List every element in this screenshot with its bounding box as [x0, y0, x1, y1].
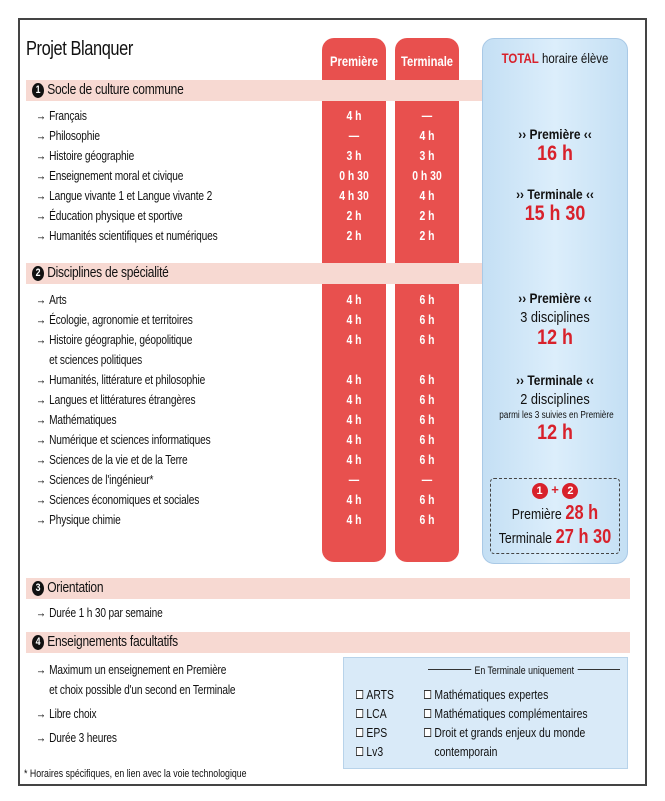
s2-premiere-hours: 12 h [537, 326, 573, 349]
value-cell: 6 h [419, 492, 435, 507]
value-cell: 4 h [346, 412, 362, 427]
value-cell: 4 h [346, 312, 362, 327]
table-row: → Sciences économiques et sociales [36, 492, 200, 507]
total-label-red: TOTAL [501, 50, 539, 66]
section3-band [26, 578, 630, 599]
value-cell: 3 h [346, 148, 362, 163]
value-cell: 0 h 30 [339, 168, 369, 183]
value-cell: 4 h [346, 292, 362, 307]
section3-title: Orientation [47, 579, 104, 596]
options-right [424, 685, 628, 761]
page-title: Projet Blanquer [26, 38, 133, 60]
value-cell: 4 h [346, 332, 362, 347]
table-row: → Éducation physique et sportive [36, 208, 183, 223]
value-cell: — [348, 128, 360, 143]
value-cell: 2 h [419, 228, 435, 243]
section1-title: Socle de culture commune [47, 81, 184, 98]
value-cell: 4 h [346, 108, 362, 123]
premiere-header: Première [330, 53, 378, 69]
option-item: Lv3 [356, 742, 394, 761]
section1-total-terminale: ›› Terminale ‹‹ 15 h 30 [487, 186, 623, 226]
table-row: → Physique chimie [36, 512, 121, 527]
section2-premiere-summary: ›› Première ‹‹ 3 disciplines 12 h [487, 290, 623, 350]
table-row: → Histoire géographie [36, 148, 135, 163]
table-row: → Français [36, 108, 87, 123]
value-cell: 4 h [346, 432, 362, 447]
value-cell: 0 h 30 [412, 168, 442, 183]
table-row: et sciences politiques [49, 352, 143, 367]
table-row: → Sciences de l'ingénieur* [36, 472, 154, 487]
section1-terminale-values [392, 106, 462, 246]
s2-terminale-hours: 12 h [537, 421, 573, 444]
s1-terminale-value: 15 h 30 [524, 202, 586, 225]
checkbox[interactable] [356, 709, 363, 718]
table-row: → Mathématiques [36, 412, 117, 427]
s2-terminale-label: Terminale [527, 372, 583, 388]
table-row: → Philosophie [36, 128, 100, 143]
option-item: EPS [356, 723, 394, 742]
value-cell: 4 h [346, 372, 362, 387]
value-cell: 4 h 30 [339, 188, 369, 203]
checkbox[interactable] [424, 728, 431, 737]
checkbox[interactable] [356, 747, 363, 756]
value-cell: 6 h [419, 372, 435, 387]
combined-premiere-value: 28 h [565, 502, 599, 524]
s1-premiere-value: 16 h [537, 142, 573, 165]
combined-n1: 1 [532, 483, 548, 499]
combined-terminale [497, 526, 613, 549]
terminale-header: Terminale [400, 53, 454, 69]
table-row: → Sciences de la vie et de la Terre [36, 452, 188, 467]
total-label: horaire élève [542, 50, 609, 66]
s2-terminale-note: parmi les 3 suivies en Première [499, 410, 614, 421]
combined-premiere [502, 502, 609, 525]
option-item: Droit et grands enjeux du monde [424, 723, 588, 742]
table-row: → Enseignement moral et civique [36, 168, 184, 183]
option-item: contemporain [434, 744, 498, 759]
value-cell: — [348, 472, 360, 487]
section2-premiere-values [319, 290, 389, 530]
section2-rows [36, 290, 316, 530]
section3-number: 3 [32, 581, 44, 596]
value-cell: 2 h [346, 208, 362, 223]
options-left [356, 685, 403, 761]
combined-terminale-label: Terminale [498, 530, 553, 547]
section2-number: 2 [32, 266, 44, 281]
value-cell: 4 h [346, 512, 362, 527]
value-cell-empty [399, 350, 455, 370]
combined-heading [490, 482, 620, 499]
table-row: → Numérique et sciences informatiques [36, 432, 211, 447]
table-row: → Histoire géographie, géopolitique [36, 332, 193, 347]
option-item: Mathématiques expertes [424, 685, 588, 704]
value-cell: 4 h [346, 392, 362, 407]
value-cell: 3 h [419, 148, 435, 163]
section2-heading [32, 264, 169, 281]
option-item: LCA [356, 704, 394, 723]
checkbox[interactable] [356, 728, 363, 737]
s2-premiere-count: 3 disciplines [520, 309, 590, 326]
value-cell: — [421, 472, 433, 487]
table-row: → Écologie, agronomie et territoires [36, 312, 193, 327]
value-cell: 6 h [419, 292, 435, 307]
section4-number: 4 [32, 635, 44, 650]
combined-n2: 2 [562, 483, 578, 499]
footnote: * Horaires spécifiques, en lien avec la voie technologique [24, 768, 247, 780]
value-cell: 6 h [419, 312, 435, 327]
section2-terminale-values [392, 290, 462, 530]
list-item: → Libre choix [36, 706, 97, 721]
s1-terminale-label: Terminale [527, 186, 583, 202]
table-row: → Humanités, littérature et philosophie [36, 372, 206, 387]
section2-terminale-summary: ›› Terminale ‹‹ 2 disciplines parmi les 3 suivies en Première 12 h [487, 372, 623, 445]
value-cell: 6 h [419, 392, 435, 407]
value-cell: 6 h [419, 512, 435, 527]
option-item: ARTS [356, 685, 394, 704]
total-header [495, 50, 615, 66]
checkbox[interactable] [424, 690, 431, 699]
section2-title: Disciplines de spécialité [47, 264, 169, 281]
combined-terminale-value: 27 h 30 [555, 526, 612, 548]
section1-premiere-values [319, 106, 389, 246]
section1-total-premiere: ›› Première ‹‹ 16 h [487, 126, 623, 166]
value-cell: 4 h [346, 492, 362, 507]
value-cell: 6 h [419, 412, 435, 427]
checkbox[interactable] [424, 709, 431, 718]
list-item: et choix possible d'un second en Terminale [49, 682, 236, 697]
table-row: → Humanités scientifiques et numériques [36, 228, 218, 243]
value-cell: 6 h [419, 432, 435, 447]
value-cell: 6 h [419, 452, 435, 467]
value-cell: 6 h [419, 332, 435, 347]
value-cell: 4 h [419, 128, 435, 143]
section3-heading [32, 579, 103, 596]
options-box-title: En Terminale uniquement [428, 661, 620, 679]
option-item: Mathématiques complémentaires [424, 704, 588, 723]
list-item: → Maximum un enseignement en Première [36, 662, 227, 677]
section1-heading [32, 81, 184, 98]
value-cell: 4 h [346, 452, 362, 467]
combined-premiere-label: Première [511, 506, 562, 523]
table-row: → Langue vivante 1 et Langue vivante 2 [36, 188, 213, 203]
s2-terminale-count: 2 disciplines [520, 391, 590, 408]
value-cell: — [421, 108, 433, 123]
s2-premiere-label: Première [529, 290, 581, 306]
section3-row: → Durée 1 h 30 par semaine [36, 605, 163, 620]
value-cell: 4 h [419, 188, 435, 203]
section4-title: Enseignements facultatifs [47, 633, 178, 650]
section1-rows [36, 106, 316, 246]
section4-heading [32, 633, 178, 650]
combined-plus: + [551, 482, 559, 497]
table-row: → Langues et littératures étrangères [36, 392, 196, 407]
table-row: → Arts [36, 292, 67, 307]
value-cell-empty [326, 350, 382, 370]
value-cell: 2 h [419, 208, 435, 223]
section1-number: 1 [32, 83, 44, 98]
section4-rows [36, 660, 292, 748]
value-cell: 2 h [346, 228, 362, 243]
s1-premiere-label: Première [529, 126, 581, 142]
list-item: → Durée 3 heures [36, 730, 117, 745]
checkbox[interactable] [356, 690, 363, 699]
